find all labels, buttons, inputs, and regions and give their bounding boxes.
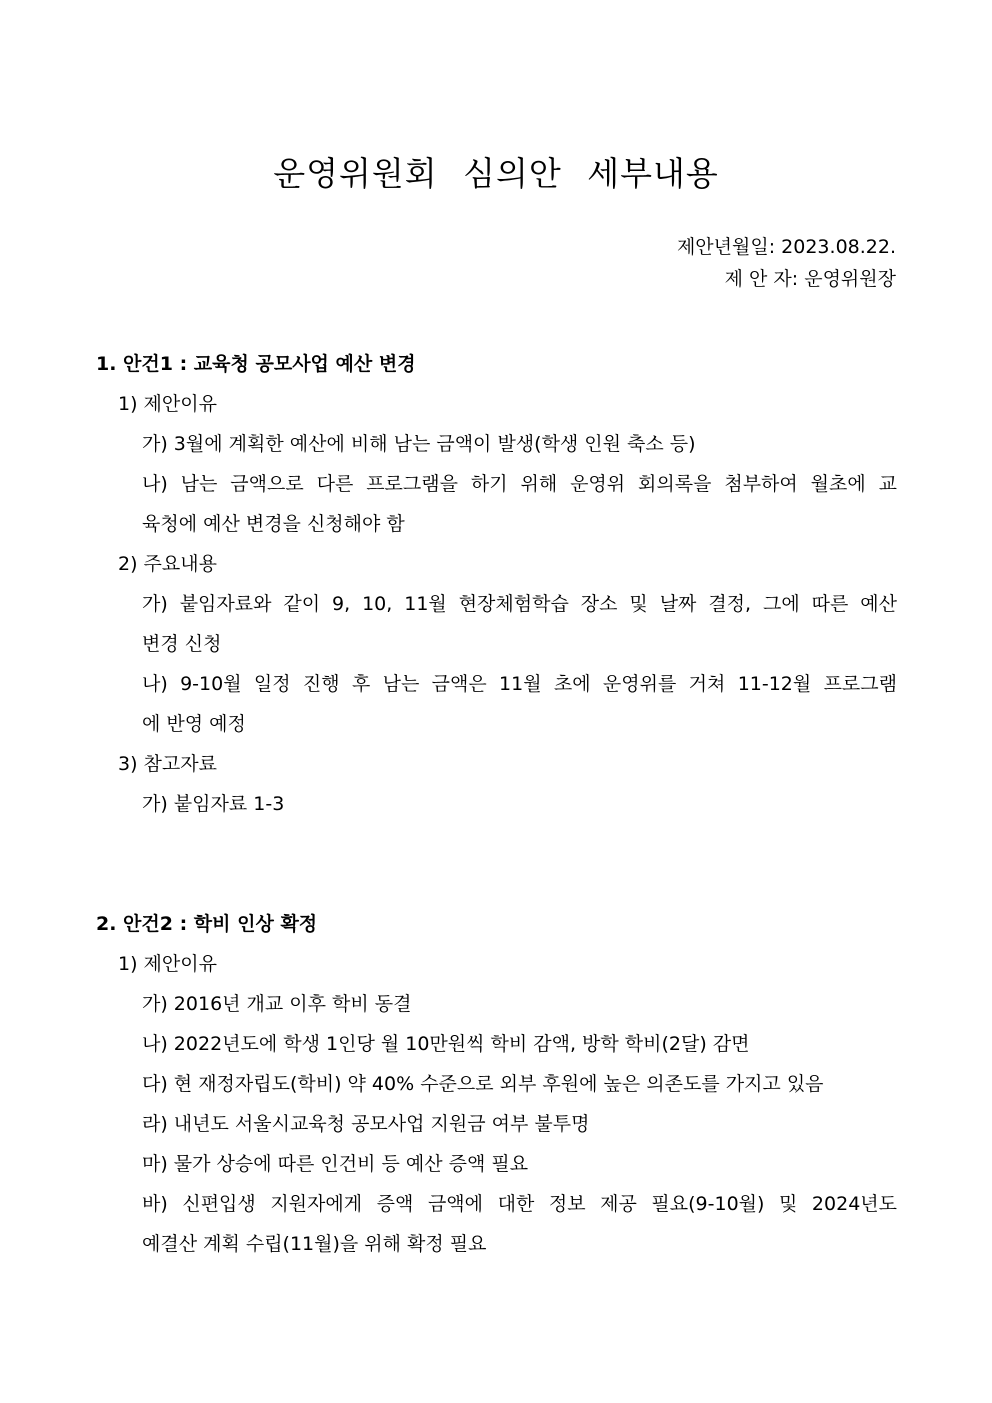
section-2-item-1-sub-f	[142, 1191, 897, 1217]
section-1-item-2-sub-a-text: 가) 붙임자료와 같이 9, 10, 11월 현장체험학습 장소 및 날짜 결정, 그에 따른 예산	[142, 593, 897, 615]
proposal-date-label: 제안년월일:	[676, 236, 776, 258]
section-1-item-1-sub-b	[142, 471, 897, 497]
section-2-item-1-sub-f-cont: 예결산 계획 수립(11월)을 위해 확정 필요	[142, 1233, 487, 1255]
proposal-date-value: 2023.08.22.	[781, 236, 896, 258]
section-2-item-1-sub-a: 가) 2016년 개교 이후 학비 동결	[142, 993, 412, 1015]
section-1-item-1-sub-b-cont: 육청에 예산 변경을 신청해야 함	[142, 513, 405, 535]
proposer-label: 제 안 자:	[724, 268, 799, 290]
section-1-item-2-sub-b-text: 나) 9-10월 일정 진행 후 남는 금액은 11월 초에 운영위를 거쳐 11-12월 프로그램	[142, 673, 897, 695]
proposer-line	[725, 266, 896, 292]
section-1-item-1-heading: 1) 제안이유	[118, 393, 217, 415]
proposal-date-line	[677, 234, 896, 260]
section-1-item-2-sub-b-cont: 에 반영 예정	[142, 713, 246, 735]
section-2-item-1-heading: 1) 제안이유	[118, 953, 217, 975]
section-2-item-1-sub-d: 라) 내년도 서울시교육청 공모사업 지원금 여부 불투명	[142, 1113, 590, 1135]
section-1-item-2-sub-b	[142, 671, 897, 697]
section-2-item-1-sub-e: 마) 물가 상승에 따른 인건비 등 예산 증액 필요	[142, 1153, 529, 1175]
section-1-item-1-sub-a: 가) 3월에 계획한 예산에 비해 남는 금액이 발생(학생 인원 축소 등)	[142, 433, 696, 455]
section-2-item-1-sub-f-text: 바) 신편입생 지원자에게 증액 금액에 대한 정보 제공 필요(9-10월) 및 2024년도	[142, 1193, 897, 1215]
section-1-item-3-heading: 3) 참고자료	[118, 753, 217, 775]
section-1-item-2-sub-a-cont: 변경 신청	[142, 633, 222, 655]
page-title: 운영위원회 심의안 세부내용	[273, 154, 719, 193]
proposer-value: 운영위원장	[804, 268, 896, 290]
section-2-title: 2. 안건2 : 학비 인상 확정	[96, 913, 318, 935]
section-2-item-1-sub-b: 나) 2022년도에 학생 1인당 월 10만원씩 학비 감액, 방학 학비(2달) 감면	[142, 1033, 750, 1055]
section-2-item-1-sub-c: 다) 현 재정자립도(학비) 약 40% 수준으로 외부 후원에 높은 의존도를 가지고 있음	[142, 1073, 824, 1095]
section-1-item-1-sub-b-text: 나) 남는 금액으로 다른 프로그램을 하기 위해 운영위 회의록을 첨부하여 월초에 교	[142, 473, 897, 495]
section-1-item-3-sub-a: 가) 붙임자료 1-3	[142, 793, 285, 815]
section-1-title: 1. 안건1 : 교육청 공모사업 예산 변경	[96, 353, 416, 375]
section-1-item-2-heading: 2) 주요내용	[118, 553, 217, 575]
section-1-item-2-sub-a	[142, 591, 897, 617]
